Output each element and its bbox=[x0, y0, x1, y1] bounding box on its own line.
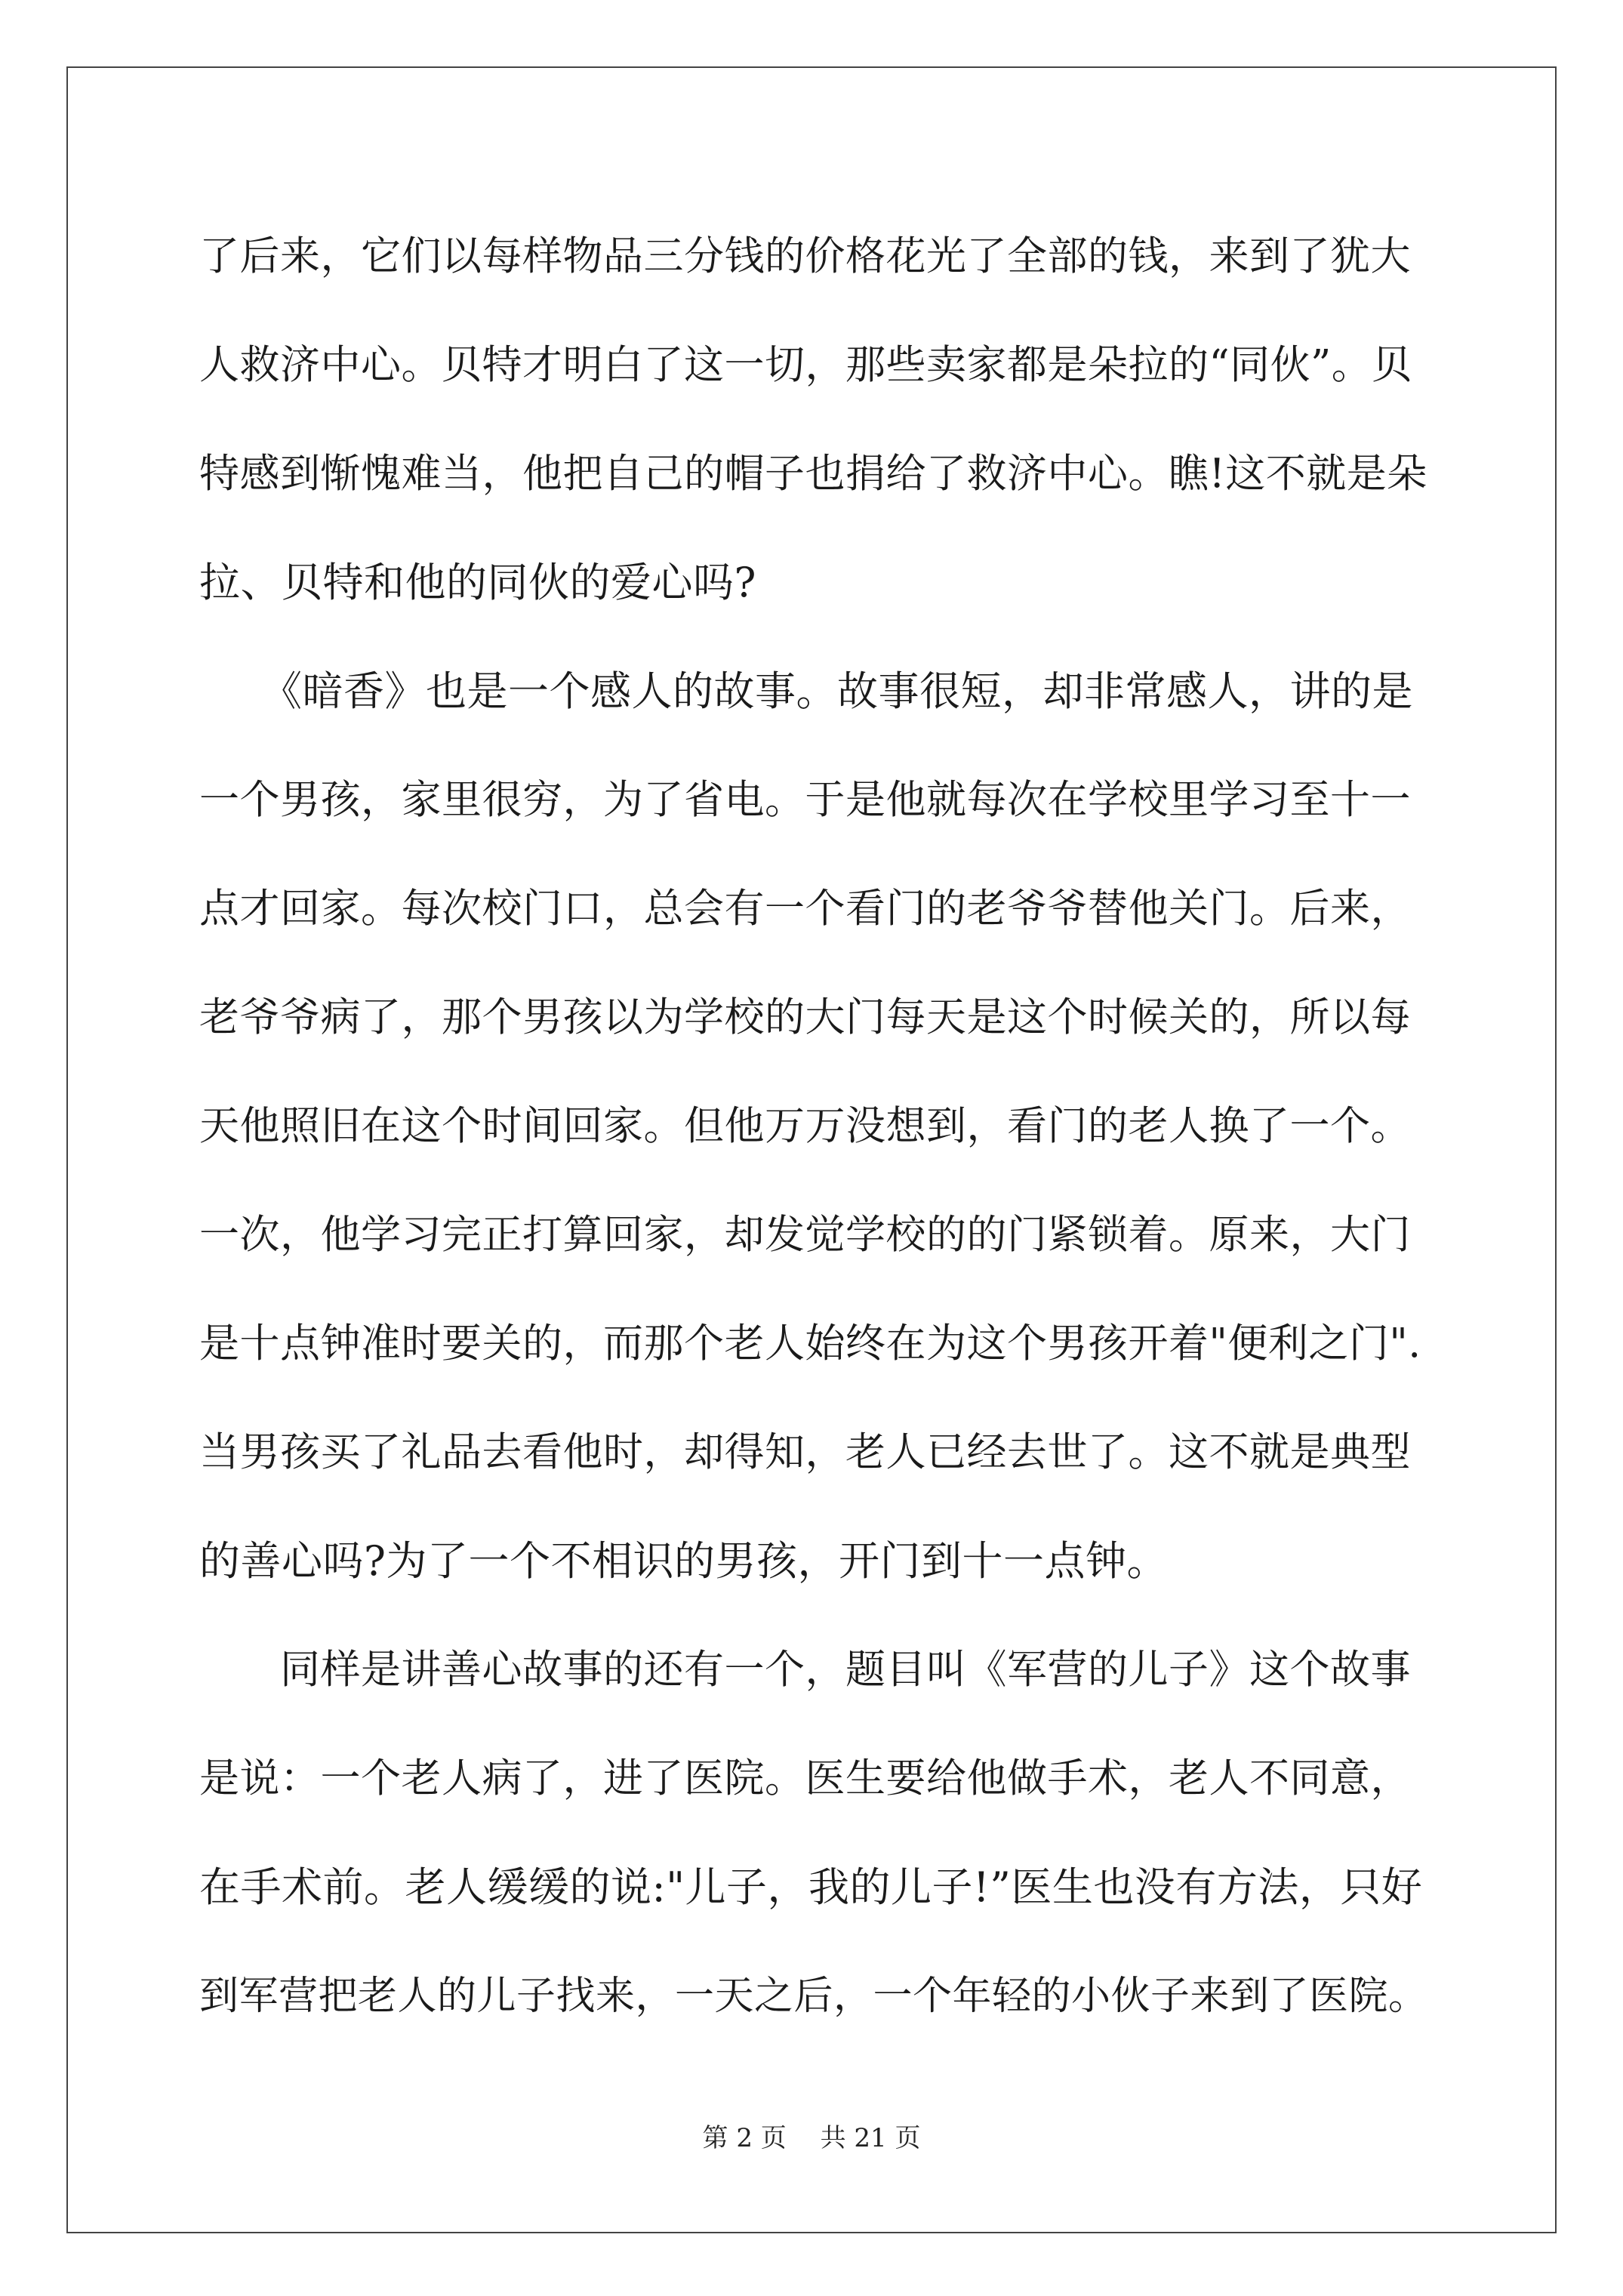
text-line: 了后来，它们以每样物品三分钱的价格花光了全部的钱，来到了犹大 bbox=[199, 233, 1411, 279]
text-line: 老爷爷病了，那个男孩以为学校的大门每天是这个时候关的，所以每 bbox=[199, 994, 1411, 1040]
text-line: 的善心吗?为了一个不相识的男孩，开门到十一点钟。 bbox=[199, 1537, 1168, 1585]
text-line: 拉、贝特和他的同伙的爱心吗? bbox=[199, 559, 756, 606]
text-line: 是十点钟准时要关的，而那个老人始终在为这个男孩开着"便利之门". bbox=[199, 1321, 1421, 1367]
text-line: 特感到惭愧难当，他把自己的帽子也捐给了救济中心。瞧!这不就是朵 bbox=[199, 451, 1427, 497]
text-line: 同样是讲善心故事的还有一个，题目叫《军营的儿子》这个故事 bbox=[199, 1647, 1411, 1693]
text-line: 人救济中心。贝特才明白了这一切，那些卖家都是朵拉的“同伙”。贝 bbox=[199, 342, 1412, 388]
page-number-footer: 第 2 页 共 21 页 bbox=[702, 2123, 921, 2153]
text-line: 到军营把老人的儿子找来，一天之后，一个年轻的小伙子来到了医院。 bbox=[199, 1974, 1428, 2019]
body-text bbox=[199, 202, 1431, 2051]
text-line: 一个男孩，家里很穷，为了省电。于是他就每次在学校里学习至十一 bbox=[199, 777, 1411, 823]
text-line: 当男孩买了礼品去看他时，却得知，老人已经去世了。这不就是典型 bbox=[199, 1429, 1411, 1475]
text-line: 《暗香》也是一个感人的故事。故事很短，却非常感人，讲的是 bbox=[199, 667, 1413, 715]
text-line: 天他照旧在这个时间回家。但他万万没想到，看门的老人换了一个。 bbox=[199, 1103, 1411, 1149]
text-line: 在手术前。老人缓缓的说:"儿子，我的儿子!”医生也没有方法，只好 bbox=[199, 1863, 1423, 1911]
text-line: 一次，他学习完正打算回家，却发觉学校的的门紧锁着。原来，大门 bbox=[199, 1212, 1411, 1258]
text-line: 点才回家。每次校门口，总会有一个看门的老爷爷替他关门。后来， bbox=[199, 886, 1411, 932]
text-line: 是说：一个老人病了，进了医院。医生要给他做手术，老人不同意， bbox=[199, 1755, 1411, 1801]
